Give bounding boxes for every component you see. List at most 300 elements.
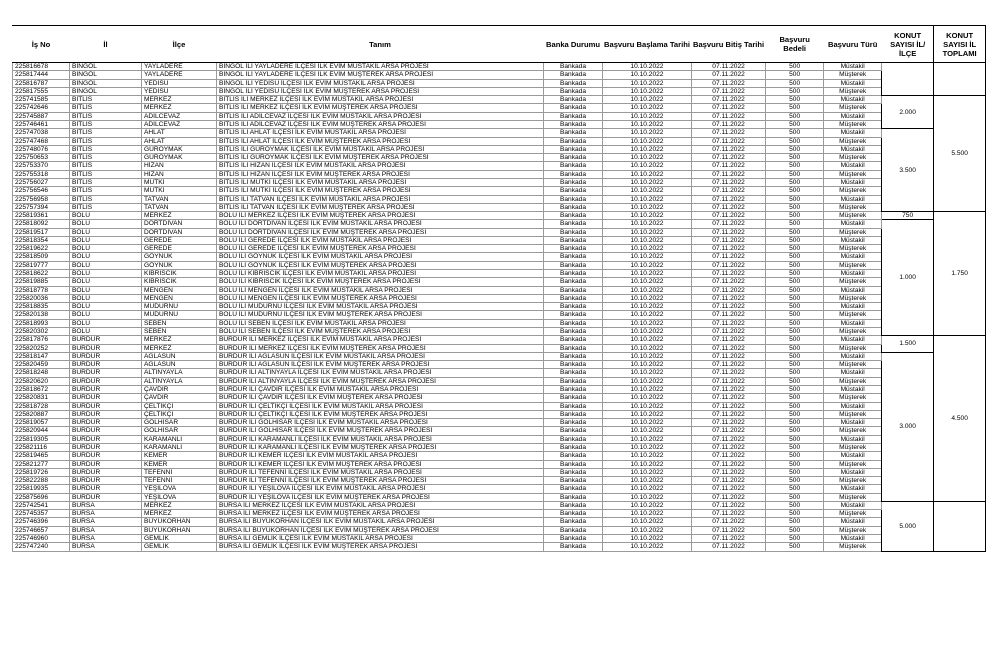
konut-ilce-value: 750 — [882, 212, 934, 220]
header-ilce: İlçe — [142, 26, 217, 63]
cell-basvuru-bitis: 07.11.2022 — [691, 63, 765, 71]
cell-tanim: BİTLİS İLİ TATVAN İLÇESİ İLK EVİM MÜŞTEREK ARSA PROJESİ — [217, 203, 544, 211]
cell-ilce: YEDİSU — [142, 79, 217, 87]
table-row — [13, 477, 986, 485]
cell-basvuru-baslama: 10.10.2022 — [603, 187, 692, 195]
cell-basvuru-bedeli: 500 — [766, 63, 824, 71]
cell-is-no: 225818147 — [13, 352, 70, 360]
cell-il: BİTLİS — [70, 195, 142, 203]
cell-basvuru-bitis: 07.11.2022 — [691, 336, 765, 344]
cell-basvuru-bedeli: 500 — [766, 427, 824, 435]
cell-is-no: 225820252 — [13, 344, 70, 352]
cell-basvuru-bedeli: 500 — [766, 71, 824, 79]
cell-banka-durumu: Bankada — [544, 195, 603, 203]
cell-il: BURDUR — [70, 443, 142, 451]
cell-il: BOLU — [70, 278, 142, 286]
cell-ilce: MERKEZ — [142, 96, 217, 104]
cell-basvuru-turu: Müşterek — [824, 410, 882, 418]
cell-basvuru-turu: Müşterek — [824, 526, 882, 534]
cell-is-no: 225819726 — [13, 468, 70, 476]
cell-il: BOLU — [70, 253, 142, 261]
table-row — [13, 319, 986, 327]
cell-il: BOLU — [70, 212, 142, 220]
cell-tanim: BOLU İLİ KIBRISCIK İLÇESİ İLK EVİM MÜŞTEREK ARSA PROJESİ — [217, 278, 544, 286]
cell-is-no: 225822288 — [13, 477, 70, 485]
cell-basvuru-baslama: 10.10.2022 — [603, 369, 692, 377]
table-row — [13, 543, 986, 551]
cell-il: BOLU — [70, 220, 142, 228]
cell-tanim: BOLU İLİ MENGEN İLÇESİ İLK EVİM MÜSTAKİL ARSA PROJESİ — [217, 286, 544, 294]
cell-banka-durumu: Bankada — [544, 435, 603, 443]
cell-il: BOLU — [70, 270, 142, 278]
cell-basvuru-bedeli: 500 — [766, 311, 824, 319]
cell-basvuru-turu: Müşterek — [824, 87, 882, 95]
konut-toplam-value: 1.750 — [934, 212, 986, 336]
cell-banka-durumu: Bankada — [544, 501, 603, 509]
cell-ilce: YAYLADERE — [142, 63, 217, 71]
konut-ilce-value: 1.500 — [882, 336, 934, 353]
cell-il: BURDUR — [70, 452, 142, 460]
cell-basvuru-turu: Müstakil — [824, 303, 882, 311]
cell-il: BOLU — [70, 328, 142, 336]
cell-basvuru-turu: Müstakil — [824, 352, 882, 360]
cell-basvuru-baslama: 10.10.2022 — [603, 145, 692, 153]
cell-is-no: 225742541 — [13, 501, 70, 509]
cell-banka-durumu: Bankada — [544, 212, 603, 220]
cell-basvuru-bedeli: 500 — [766, 195, 824, 203]
spreadsheet — [12, 25, 986, 552]
cell-ilce: MUDURNU — [142, 303, 217, 311]
cell-ilce: AĞLASUN — [142, 352, 217, 360]
table-row — [13, 443, 986, 451]
cell-il: BİTLİS — [70, 203, 142, 211]
cell-basvuru-baslama: 10.10.2022 — [603, 526, 692, 534]
cell-basvuru-bitis: 07.11.2022 — [691, 187, 765, 195]
cell-tanim: BOLU İLİ DÖRTDİVAN İLÇESİ İLK EVİM MÜSTAKİL ARSA PROJESİ — [217, 220, 544, 228]
cell-basvuru-baslama: 10.10.2022 — [603, 468, 692, 476]
cell-banka-durumu: Bankada — [544, 319, 603, 327]
header-il: İl — [70, 26, 142, 63]
cell-basvuru-turu: Müşterek — [824, 104, 882, 112]
cell-tanim: BURSA İLİ BÜYÜKORHAN İLÇESİ İLK EVİM MÜSTAKİL ARSA PROJESİ — [217, 518, 544, 526]
cell-il: BİTLİS — [70, 145, 142, 153]
cell-banka-durumu: Bankada — [544, 311, 603, 319]
cell-ilce: KEMER — [142, 460, 217, 468]
cell-tanim: BURDUR İLİ ÇELTİKÇİ İLÇESİ İLK EVİM MÜSTAKİL ARSA PROJESİ — [217, 402, 544, 410]
cell-banka-durumu: Bankada — [544, 236, 603, 244]
cell-banka-durumu: Bankada — [544, 154, 603, 162]
cell-basvuru-baslama: 10.10.2022 — [603, 71, 692, 79]
cell-basvuru-baslama: 10.10.2022 — [603, 294, 692, 302]
cell-banka-durumu: Bankada — [544, 104, 603, 112]
cell-basvuru-bitis: 07.11.2022 — [691, 402, 765, 410]
cell-is-no: 225820887 — [13, 410, 70, 418]
cell-is-no: 225745887 — [13, 112, 70, 120]
cell-tanim: BURSA İLİ MERKEZ İLÇESİ İLK EVİM MÜSTAKİL ARSA PROJESİ — [217, 501, 544, 509]
cell-basvuru-bitis: 07.11.2022 — [691, 493, 765, 501]
cell-il: BURDUR — [70, 477, 142, 485]
cell-basvuru-turu: Müşterek — [824, 427, 882, 435]
cell-basvuru-turu: Müstakil — [824, 112, 882, 120]
konut-ilce-value: 3.500 — [882, 129, 934, 212]
cell-basvuru-bedeli: 500 — [766, 518, 824, 526]
cell-tanim: BURDUR İLİ TEFENNİ İLÇESİ İLK EVİM MÜŞTEREK ARSA PROJESİ — [217, 477, 544, 485]
cell-basvuru-bitis: 07.11.2022 — [691, 112, 765, 120]
cell-basvuru-baslama: 10.10.2022 — [603, 377, 692, 385]
cell-ilce: DÖRTDİVAN — [142, 220, 217, 228]
cell-banka-durumu: Bankada — [544, 63, 603, 71]
cell-basvuru-baslama: 10.10.2022 — [603, 303, 692, 311]
header-basvuru-turu: Başvuru Türü — [824, 26, 882, 63]
cell-basvuru-baslama: 10.10.2022 — [603, 328, 692, 336]
cell-basvuru-bitis: 07.11.2022 — [691, 518, 765, 526]
cell-ilce: TEFENNİ — [142, 468, 217, 476]
cell-basvuru-turu: Müşterek — [824, 311, 882, 319]
cell-is-no: 225818778 — [13, 286, 70, 294]
cell-basvuru-bitis: 07.11.2022 — [691, 203, 765, 211]
cell-basvuru-bitis: 07.11.2022 — [691, 394, 765, 402]
cell-basvuru-bedeli: 500 — [766, 452, 824, 460]
cell-basvuru-bitis: 07.11.2022 — [691, 460, 765, 468]
cell-banka-durumu: Bankada — [544, 303, 603, 311]
konut-ilce-value: 2.000 — [882, 96, 934, 129]
cell-is-no: 225818248 — [13, 369, 70, 377]
cell-is-no: 225746461 — [13, 120, 70, 128]
cell-basvuru-bedeli: 500 — [766, 261, 824, 269]
cell-basvuru-bitis: 07.11.2022 — [691, 137, 765, 145]
cell-ilce: MUTKİ — [142, 187, 217, 195]
cell-banka-durumu: Bankada — [544, 270, 603, 278]
cell-basvuru-baslama: 10.10.2022 — [603, 336, 692, 344]
cell-banka-durumu: Bankada — [544, 79, 603, 87]
cell-ilce: SEBEN — [142, 328, 217, 336]
cell-banka-durumu: Bankada — [544, 278, 603, 286]
cell-basvuru-baslama: 10.10.2022 — [603, 452, 692, 460]
cell-banka-durumu: Bankada — [544, 377, 603, 385]
cell-is-no: 225818993 — [13, 319, 70, 327]
cell-basvuru-bitis: 07.11.2022 — [691, 443, 765, 451]
cell-is-no: 225756027 — [13, 178, 70, 186]
table-row — [13, 369, 986, 377]
cell-basvuru-bedeli: 500 — [766, 410, 824, 418]
table-row — [13, 104, 986, 112]
cell-tanim: BİTLİS İLİ ADİLCEVAZ İLÇESİ İLK EVİM MÜŞTEREK ARSA PROJESİ — [217, 120, 544, 128]
cell-basvuru-bedeli: 500 — [766, 270, 824, 278]
cell-tanim: BURDUR İLİ TEFENNİ İLÇESİ İLK EVİM MÜSTAKİL ARSA PROJESİ — [217, 468, 544, 476]
cell-tanim: BURSA İLİ BÜYÜKORHAN İLÇESİ İLK EVİM MÜŞTEREK ARSA PROJESİ — [217, 526, 544, 534]
cell-il: BURDUR — [70, 377, 142, 385]
cell-tanim: BOLU İLİ MENGEN İLÇESİ İLK EVİM MÜŞTEREK ARSA PROJESİ — [217, 294, 544, 302]
cell-tanim: BURDUR İLİ YEŞİLOVA İLÇESİ İLK EVİM MÜSTAKİL ARSA PROJESİ — [217, 485, 544, 493]
cell-is-no: 225818354 — [13, 236, 70, 244]
cell-ilce: ÇELTİKÇİ — [142, 410, 217, 418]
cell-tanim: BURSA İLİ MERKEZ İLÇESİ İLK EVİM MÜŞTEREK ARSA PROJESİ — [217, 510, 544, 518]
cell-basvuru-baslama: 10.10.2022 — [603, 427, 692, 435]
cell-ilce: MERKEZ — [142, 104, 217, 112]
konut-ilce-value: 3.000 — [882, 352, 934, 501]
cell-banka-durumu: Bankada — [544, 410, 603, 418]
cell-ilce: ADİLCEVAZ — [142, 120, 217, 128]
cell-basvuru-bedeli: 500 — [766, 228, 824, 236]
cell-basvuru-bedeli: 500 — [766, 443, 824, 451]
cell-basvuru-bedeli: 500 — [766, 477, 824, 485]
table-row — [13, 212, 986, 220]
table-row — [13, 344, 986, 352]
cell-basvuru-bedeli: 500 — [766, 460, 824, 468]
cell-is-no: 225753370 — [13, 162, 70, 170]
cell-tanim: BİTLİS İLİ MUTKİ İLÇESİ İLK EVİM MÜŞTEREK ARSA PROJESİ — [217, 187, 544, 195]
cell-ilce: GÖLHİSAR — [142, 419, 217, 427]
cell-banka-durumu: Bankada — [544, 394, 603, 402]
cell-basvuru-bitis: 07.11.2022 — [691, 477, 765, 485]
header-konut-toplam: KONUT SAYISI İL TOPLAMI — [934, 26, 986, 63]
cell-il: BİTLİS — [70, 154, 142, 162]
cell-banka-durumu: Bankada — [544, 71, 603, 79]
cell-is-no: 225747038 — [13, 129, 70, 137]
cell-is-no: 225818622 — [13, 270, 70, 278]
cell-is-no: 225820302 — [13, 328, 70, 336]
cell-basvuru-baslama: 10.10.2022 — [603, 104, 692, 112]
cell-il: BOLU — [70, 294, 142, 302]
cell-basvuru-bedeli: 500 — [766, 493, 824, 501]
cell-ilce: AHLAT — [142, 137, 217, 145]
header-row — [13, 26, 986, 63]
cell-tanim: BİTLİS İLİ AHLAT İLÇESİ İLK EVİM MÜSTAKİL ARSA PROJESİ — [217, 129, 544, 137]
cell-il: BURDUR — [70, 485, 142, 493]
cell-il: BOLU — [70, 286, 142, 294]
cell-is-no: 225819305 — [13, 435, 70, 443]
table-row — [13, 468, 986, 476]
cell-banka-durumu: Bankada — [544, 535, 603, 543]
cell-basvuru-baslama: 10.10.2022 — [603, 270, 692, 278]
cell-il: BURSA — [70, 510, 142, 518]
cell-banka-durumu: Bankada — [544, 286, 603, 294]
cell-banka-durumu: Bankada — [544, 526, 603, 534]
cell-tanim: BOLU İLİ SEBEN İLÇESİ İLK EVİM MÜSTAKİL ARSA PROJESİ — [217, 319, 544, 327]
cell-basvuru-turu: Müstakil — [824, 518, 882, 526]
konut-toplam-value — [934, 501, 986, 551]
cell-il: BURSA — [70, 543, 142, 551]
cell-basvuru-bedeli: 500 — [766, 203, 824, 211]
cell-ilce: GEREDE — [142, 236, 217, 244]
cell-il: BOLU — [70, 228, 142, 236]
cell-basvuru-turu: Müstakil — [824, 385, 882, 393]
cell-ilce: KARAMANLI — [142, 443, 217, 451]
cell-is-no: 225818728 — [13, 402, 70, 410]
konut-ilce-value: 1.000 — [882, 220, 934, 336]
cell-basvuru-bedeli: 500 — [766, 286, 824, 294]
cell-tanim: BURDUR İLİ AĞLASUN İLÇESİ İLK EVİM MÜŞTEREK ARSA PROJESİ — [217, 361, 544, 369]
cell-is-no: 225819517 — [13, 228, 70, 236]
cell-basvuru-baslama: 10.10.2022 — [603, 443, 692, 451]
table-row — [13, 87, 986, 95]
cell-basvuru-bitis: 07.11.2022 — [691, 261, 765, 269]
konut-toplam-value — [934, 63, 986, 96]
cell-il: BURDUR — [70, 468, 142, 476]
table-row — [13, 220, 986, 228]
cell-basvuru-bitis: 07.11.2022 — [691, 303, 765, 311]
table-row — [13, 79, 986, 87]
cell-basvuru-bedeli: 500 — [766, 402, 824, 410]
cell-banka-durumu: Bankada — [544, 228, 603, 236]
table-row — [13, 170, 986, 178]
housing-project-table — [12, 25, 986, 552]
cell-basvuru-bitis: 07.11.2022 — [691, 120, 765, 128]
cell-basvuru-turu: Müstakil — [824, 485, 882, 493]
cell-basvuru-bedeli: 500 — [766, 79, 824, 87]
cell-basvuru-turu: Müşterek — [824, 137, 882, 145]
cell-is-no: 225819885 — [13, 278, 70, 286]
cell-tanim: BİNGÖL İLİ YAYLADERE İLÇESİ İLK EVİM MÜSTAKİL ARSA PROJESİ — [217, 63, 544, 71]
cell-basvuru-turu: Müşterek — [824, 245, 882, 253]
cell-is-no: 225748076 — [13, 145, 70, 153]
cell-tanim: BOLU İLİ MERKEZ İLÇESİ İLK EVİM MÜŞTEREK ARSA PROJESİ — [217, 212, 544, 220]
cell-basvuru-baslama: 10.10.2022 — [603, 112, 692, 120]
cell-basvuru-bitis: 07.11.2022 — [691, 468, 765, 476]
cell-basvuru-baslama: 10.10.2022 — [603, 402, 692, 410]
cell-banka-durumu: Bankada — [544, 120, 603, 128]
cell-basvuru-bitis: 07.11.2022 — [691, 361, 765, 369]
cell-basvuru-bitis: 07.11.2022 — [691, 485, 765, 493]
cell-tanim: BURSA İLİ GEMLİK İLÇESİ İLK EVİM MÜŞTEREK ARSA PROJESİ — [217, 543, 544, 551]
cell-basvuru-baslama: 10.10.2022 — [603, 162, 692, 170]
cell-basvuru-turu: Müstakil — [824, 63, 882, 71]
cell-banka-durumu: Bankada — [544, 87, 603, 95]
cell-basvuru-baslama: 10.10.2022 — [603, 435, 692, 443]
cell-basvuru-bedeli: 500 — [766, 120, 824, 128]
cell-basvuru-turu: Müstakil — [824, 79, 882, 87]
cell-basvuru-baslama: 10.10.2022 — [603, 129, 692, 137]
header-basvuru-baslama: Başvuru Başlama Tarihi — [603, 26, 692, 63]
cell-basvuru-turu: Müstakil — [824, 270, 882, 278]
table-row — [13, 394, 986, 402]
cell-basvuru-bedeli: 500 — [766, 419, 824, 427]
cell-is-no: 225819622 — [13, 245, 70, 253]
table-row — [13, 303, 986, 311]
cell-tanim: BİTLİS İLİ GÜROYMAK İLÇESİ İLK EVİM MÜSTAKİL ARSA PROJESİ — [217, 145, 544, 153]
table-row — [13, 352, 986, 360]
cell-basvuru-turu: Müstakil — [824, 195, 882, 203]
cell-is-no: 225820831 — [13, 394, 70, 402]
table-row — [13, 63, 986, 71]
table-row — [13, 195, 986, 203]
cell-tanim: BURDUR İLİ MERKEZ İLÇESİ İLK EVİM MÜŞTEREK ARSA PROJESİ — [217, 344, 544, 352]
cell-banka-durumu: Bankada — [544, 328, 603, 336]
cell-basvuru-bitis: 07.11.2022 — [691, 236, 765, 244]
cell-il: BURDUR — [70, 419, 142, 427]
cell-basvuru-turu: Müstakil — [824, 286, 882, 294]
cell-basvuru-bitis: 07.11.2022 — [691, 270, 765, 278]
cell-ilce: TEFENNİ — [142, 477, 217, 485]
table-row — [13, 261, 986, 269]
cell-banka-durumu: Bankada — [544, 402, 603, 410]
cell-basvuru-bedeli: 500 — [766, 377, 824, 385]
cell-banka-durumu: Bankada — [544, 452, 603, 460]
table-row — [13, 311, 986, 319]
cell-basvuru-bedeli: 500 — [766, 104, 824, 112]
cell-basvuru-turu: Müstakil — [824, 319, 882, 327]
cell-is-no: 225747240 — [13, 543, 70, 551]
cell-basvuru-baslama: 10.10.2022 — [603, 510, 692, 518]
cell-ilce: KARAMANLI — [142, 435, 217, 443]
cell-basvuru-bitis: 07.11.2022 — [691, 294, 765, 302]
cell-basvuru-bedeli: 500 — [766, 236, 824, 244]
cell-banka-durumu: Bankada — [544, 261, 603, 269]
cell-ilce: MENGEN — [142, 294, 217, 302]
cell-basvuru-bitis: 07.11.2022 — [691, 427, 765, 435]
cell-is-no: 225821116 — [13, 443, 70, 451]
cell-basvuru-bitis: 07.11.2022 — [691, 328, 765, 336]
table-row — [13, 518, 986, 526]
cell-banka-durumu: Bankada — [544, 369, 603, 377]
table-row — [13, 535, 986, 543]
cell-ilce: MUTKİ — [142, 178, 217, 186]
cell-ilce: ALTINYAYLA — [142, 377, 217, 385]
cell-basvuru-baslama: 10.10.2022 — [603, 535, 692, 543]
cell-basvuru-bitis: 07.11.2022 — [691, 526, 765, 534]
cell-ilce: BÜYÜKORHAN — [142, 526, 217, 534]
cell-ilce: DÖRTDİVAN — [142, 228, 217, 236]
cell-is-no: 225741585 — [13, 96, 70, 104]
cell-basvuru-bitis: 07.11.2022 — [691, 435, 765, 443]
cell-banka-durumu: Bankada — [544, 510, 603, 518]
cell-basvuru-bedeli: 500 — [766, 170, 824, 178]
cell-basvuru-baslama: 10.10.2022 — [603, 410, 692, 418]
cell-basvuru-bitis: 07.11.2022 — [691, 510, 765, 518]
cell-tanim: BOLU İLİ GEREDE İLÇESİ İLK EVİM MÜŞTEREK ARSA PROJESİ — [217, 245, 544, 253]
cell-ilce: YEDİSU — [142, 87, 217, 95]
cell-ilce: MERKEZ — [142, 336, 217, 344]
cell-is-no: 225816787 — [13, 79, 70, 87]
cell-tanim: BURDUR İLİ ÇAVDIR İLÇESİ İLK EVİM MÜSTAKİL ARSA PROJESİ — [217, 385, 544, 393]
cell-basvuru-turu: Müşterek — [824, 377, 882, 385]
cell-ilce: KIBRISCIK — [142, 270, 217, 278]
cell-basvuru-baslama: 10.10.2022 — [603, 253, 692, 261]
cell-il: BİTLİS — [70, 104, 142, 112]
cell-il: BİNGÖL — [70, 79, 142, 87]
cell-ilce: KIBRISCIK — [142, 278, 217, 286]
cell-tanim: BİTLİS İLİ HİZAN İLÇESİ İLK EVİM MÜSTAKİL ARSA PROJESİ — [217, 162, 544, 170]
cell-il: BURDUR — [70, 352, 142, 360]
cell-basvuru-bitis: 07.11.2022 — [691, 385, 765, 393]
cell-il: BURDUR — [70, 410, 142, 418]
cell-basvuru-baslama: 10.10.2022 — [603, 245, 692, 253]
cell-banka-durumu: Bankada — [544, 518, 603, 526]
table-row — [13, 270, 986, 278]
cell-basvuru-bitis: 07.11.2022 — [691, 319, 765, 327]
cell-basvuru-bedeli: 500 — [766, 96, 824, 104]
cell-basvuru-baslama: 10.10.2022 — [603, 543, 692, 551]
cell-basvuru-bedeli: 500 — [766, 328, 824, 336]
konut-toplam-value: 5.500 — [934, 96, 986, 212]
cell-basvuru-turu: Müstakil — [824, 129, 882, 137]
cell-basvuru-turu: Müşterek — [824, 278, 882, 286]
cell-ilce: YEŞİLOVA — [142, 485, 217, 493]
cell-banka-durumu: Bankada — [544, 187, 603, 195]
cell-basvuru-turu: Müşterek — [824, 120, 882, 128]
cell-basvuru-turu: Müşterek — [824, 477, 882, 485]
cell-is-no: 225742646 — [13, 104, 70, 112]
cell-is-no: 225756546 — [13, 187, 70, 195]
cell-banka-durumu: Bankada — [544, 344, 603, 352]
cell-basvuru-turu: Müstakil — [824, 253, 882, 261]
cell-basvuru-bitis: 07.11.2022 — [691, 410, 765, 418]
cell-il: BURSA — [70, 518, 142, 526]
table-row — [13, 427, 986, 435]
cell-basvuru-turu: Müşterek — [824, 510, 882, 518]
cell-basvuru-baslama: 10.10.2022 — [603, 485, 692, 493]
cell-banka-durumu: Bankada — [544, 419, 603, 427]
